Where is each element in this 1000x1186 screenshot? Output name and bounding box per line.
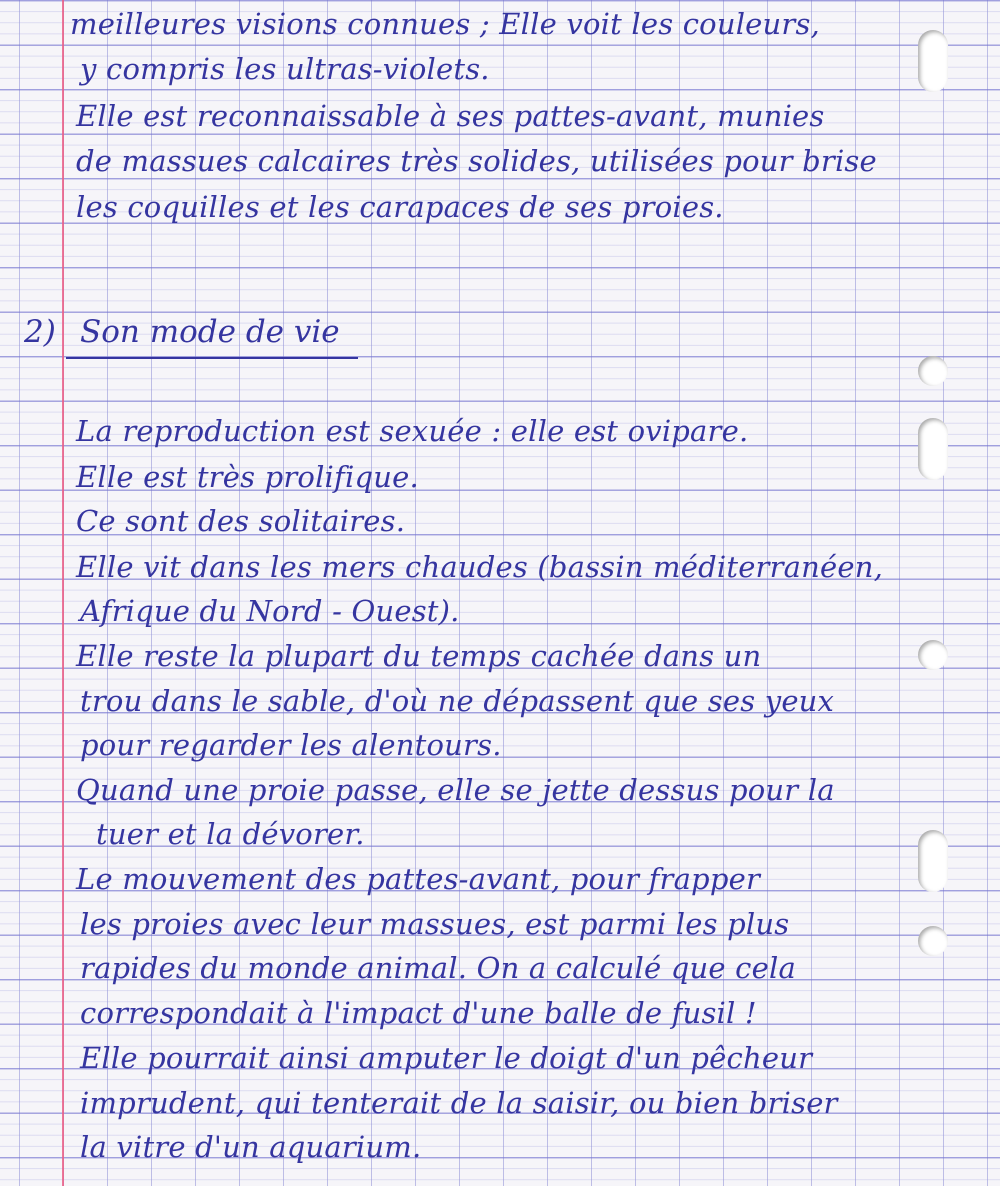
text-line: Elle reste la plupart du temps cachée dans un [76,639,762,673]
text-line: trou dans le sable, d'où ne dépassent que ses yeux [80,684,835,718]
binder-hole [918,640,948,670]
text-line: Elle est reconnaissable à ses pattes-avant, munies [76,99,825,133]
text-line: Elle est très prolifique. [76,460,419,494]
text-line: y compris les ultras-violets. [80,52,490,86]
text-line: Elle vit dans les mers chaudes (bassin méditerranéen, [76,550,884,584]
text-line: rapides du monde animal. On a calculé que cela [80,951,796,985]
binder-hole [918,926,948,956]
text-line: correspondait à l'impact d'une balle de fusil ! [80,996,757,1030]
text-line: Afrique du Nord - Ouest). [80,594,460,628]
text-line: les coquilles et les carapaces de ses proies. [76,190,724,224]
binder-hole [918,356,948,386]
margin-line [62,0,64,1186]
text-line: La reproduction est sexuée : elle est ovipare. [76,414,749,448]
text-line: Quand une proie passe, elle se jette dessus pour la [76,773,835,807]
section-number: 2) [24,314,56,350]
binder-hole [918,830,948,892]
binder-hole [918,30,948,92]
text-line: imprudent, qui tenterait de la saisir, ou bien briser [80,1086,838,1120]
text-line: Elle pourrait ainsi amputer le doigt d'un pêcheur [80,1041,813,1075]
binder-hole [918,418,948,480]
section-title-underline [66,357,358,359]
text-line: meilleures visions connues ; Elle voit les couleurs, [70,7,820,41]
text-line: pour regarder les alentours. [80,728,502,762]
text-line: la vitre d'un aquarium. [80,1130,422,1164]
text-line: les proies avec leur massues, est parmi les plus [80,907,790,941]
text-line: Ce sont des solitaires. [76,504,406,538]
section-title: Son mode de vie [80,314,340,350]
text-line: Le mouvement des pattes-avant, pour frapper [76,862,761,896]
text-line: tuer et la dévorer. [96,817,365,851]
text-line: de massues calcaires très solides, utilisées pour brise [76,144,877,178]
